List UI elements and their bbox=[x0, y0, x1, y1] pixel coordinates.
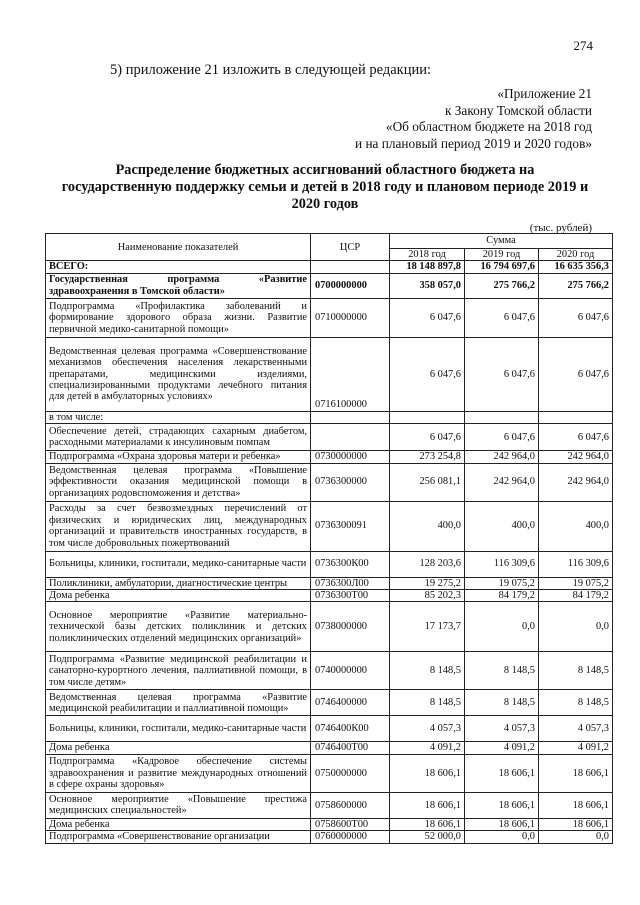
row-code: 0758600Т00 bbox=[311, 818, 390, 830]
row-2020: 0,0 bbox=[539, 831, 613, 843]
row-code: 0700000000 bbox=[311, 273, 390, 298]
row-name: Больницы, клиники, госпитали, медико-санитарные части bbox=[46, 716, 311, 742]
appendix-line: «Об областном бюджете на 2018 год bbox=[385, 119, 592, 134]
row-name: Подпрограмма «Совершенствование организации bbox=[46, 831, 311, 843]
row-name: Расходы за счет безвозмездных перечислений от физических и юридических лиц, международных организаций и правительств иностранных государств, в том числе добровольных пожертвований bbox=[46, 501, 311, 551]
row-2019: 8 148,5 bbox=[465, 690, 539, 716]
header-year-2018: 2018 год bbox=[390, 249, 465, 261]
row-2020: 6 047,6 bbox=[539, 424, 613, 451]
row-2019: 18 606,1 bbox=[465, 792, 539, 818]
header-sum: Сумма bbox=[390, 234, 613, 249]
header-code: ЦСР bbox=[311, 234, 390, 261]
table-row bbox=[46, 463, 613, 501]
row-2019: 6 047,6 bbox=[465, 337, 539, 411]
row-2019 bbox=[465, 411, 539, 423]
table-row bbox=[46, 818, 613, 830]
row-2020: 8 148,5 bbox=[539, 690, 613, 716]
row-2020: 18 606,1 bbox=[539, 754, 613, 792]
row-code: 0736300000 bbox=[311, 463, 390, 501]
table-row bbox=[46, 451, 613, 463]
row-2018: 6 047,6 bbox=[390, 424, 465, 451]
appendix-line: «Приложение 21 bbox=[497, 86, 592, 101]
row-2020: 4 057,3 bbox=[539, 716, 613, 742]
row-name: Больницы, клиники, госпитали, медико-санитарные части bbox=[46, 551, 311, 577]
intro-text: 5) приложение 21 изложить в следующей редакции: bbox=[110, 62, 432, 78]
row-2018: 273 254,8 bbox=[390, 451, 465, 463]
row-name: ВСЕГО: bbox=[46, 261, 311, 273]
row-name: Подпрограмма «Кадровое обеспечение системы здравоохранения и развитие международных отношений в сфере охраны здоровья» bbox=[46, 754, 311, 792]
table-row bbox=[46, 273, 613, 298]
row-2019: 4 091,2 bbox=[465, 742, 539, 754]
row-name: Основное мероприятие «Развитие материально-технической базы детских поликлиник и детских поликлинических отделений медицинских организаций» bbox=[46, 602, 311, 652]
table-row bbox=[46, 337, 613, 411]
row-2019: 275 766,2 bbox=[465, 273, 539, 298]
table-row bbox=[46, 501, 613, 551]
row-2019: 400,0 bbox=[465, 501, 539, 551]
row-2018: 400,0 bbox=[390, 501, 465, 551]
row-2018: 18 606,1 bbox=[390, 754, 465, 792]
row-2020: 8 148,5 bbox=[539, 652, 613, 690]
row-name: Дома ребенка bbox=[46, 742, 311, 754]
row-2018: 19 275,2 bbox=[390, 577, 465, 589]
row-code: 0746400000 bbox=[311, 690, 390, 716]
row-2018: 4 057,3 bbox=[390, 716, 465, 742]
row-name: Основное мероприятие «Повышение престижа медицинских специальностей» bbox=[46, 792, 311, 818]
row-code bbox=[311, 261, 390, 273]
row-2018: 85 202,3 bbox=[390, 590, 465, 602]
row-code: 0746400К00 bbox=[311, 716, 390, 742]
row-2020: 275 766,2 bbox=[539, 273, 613, 298]
row-2018: 6 047,6 bbox=[390, 337, 465, 411]
table-row bbox=[46, 754, 613, 792]
row-name: Дома ребенка bbox=[46, 590, 311, 602]
appendix-line: к Закону Томской области bbox=[444, 102, 592, 118]
table-row bbox=[46, 716, 613, 742]
row-code: 0736300Т00 bbox=[311, 590, 390, 602]
row-name: Обеспечение детей, страдающих сахарным диабетом, расходными материалами к инсулиновым помпам bbox=[46, 424, 311, 451]
row-2019: 19 075,2 bbox=[465, 577, 539, 589]
row-code: 0736300Л00 bbox=[311, 577, 390, 589]
table-row bbox=[46, 690, 613, 716]
table-row bbox=[46, 602, 613, 652]
table-row bbox=[46, 551, 613, 577]
row-2018: 17 173,7 bbox=[390, 602, 465, 652]
row-2018: 8 148,5 bbox=[390, 690, 465, 716]
row-name: Ведомственная целевая программа «Совершенствование механизмов обеспечения населения лекарственными препаратами, медицинскими изделиями, специализированными продуктами лечебного питания для детей в амбулаторных условиях» bbox=[46, 337, 311, 411]
row-2020: 16 635 356,3 bbox=[539, 261, 613, 273]
row-name: Дома ребенка bbox=[46, 818, 311, 830]
appendix-line: и на плановый период 2019 и 2020 годов» bbox=[355, 135, 592, 151]
table-row bbox=[46, 411, 613, 423]
row-2018: 128 203,6 bbox=[390, 551, 465, 577]
row-2019: 242 964,0 bbox=[465, 451, 539, 463]
row-name: Ведомственная целевая программа «Развитие медицинской реабилитации и паллиативной помощи» bbox=[46, 690, 311, 716]
header-name: Наименование показателей bbox=[46, 234, 311, 261]
row-2020: 116 309,6 bbox=[539, 551, 613, 577]
row-code: 0736300К00 bbox=[311, 551, 390, 577]
row-2020: 19 075,2 bbox=[539, 577, 613, 589]
row-2020: 242 964,0 bbox=[539, 451, 613, 463]
row-code bbox=[311, 411, 390, 423]
row-2020: 84 179,2 bbox=[539, 590, 613, 602]
table-row bbox=[46, 577, 613, 589]
row-code: 0760000000 bbox=[311, 831, 390, 843]
table-row bbox=[46, 831, 613, 843]
row-2019: 0,0 bbox=[465, 602, 539, 652]
row-name: в том числе: bbox=[46, 411, 311, 423]
page-number: 274 bbox=[573, 38, 593, 53]
table-row bbox=[46, 298, 613, 337]
row-code: 0716100000 bbox=[311, 337, 390, 411]
row-2018: 8 148,5 bbox=[390, 652, 465, 690]
row-2019: 6 047,6 bbox=[465, 298, 539, 337]
row-2019: 18 606,1 bbox=[465, 754, 539, 792]
budget-table bbox=[45, 233, 613, 844]
header-year-2020: 2020 год bbox=[539, 249, 613, 261]
row-2018: 18 606,1 bbox=[390, 792, 465, 818]
appendix-reference bbox=[232, 86, 592, 152]
row-2019: 4 057,3 bbox=[465, 716, 539, 742]
table-row bbox=[46, 261, 613, 273]
row-code: 0710000000 bbox=[311, 298, 390, 337]
table-row bbox=[46, 652, 613, 690]
row-2019: 0,0 bbox=[465, 831, 539, 843]
row-code: 0740000000 bbox=[311, 652, 390, 690]
row-2020: 0,0 bbox=[539, 602, 613, 652]
units-label: (тыс. рублей) bbox=[529, 222, 592, 234]
row-code: 0736300091 bbox=[311, 501, 390, 551]
row-2018: 6 047,6 bbox=[390, 298, 465, 337]
row-2019: 84 179,2 bbox=[465, 590, 539, 602]
row-2018: 358 057,0 bbox=[390, 273, 465, 298]
header-year-2019: 2019 год bbox=[465, 249, 539, 261]
row-code: 0746400Т00 bbox=[311, 742, 390, 754]
row-2019: 6 047,6 bbox=[465, 424, 539, 451]
row-2020: 18 606,1 bbox=[539, 792, 613, 818]
row-2018: 18 148 897,8 bbox=[390, 261, 465, 273]
row-2018: 4 091,2 bbox=[390, 742, 465, 754]
row-2019: 242 964,0 bbox=[465, 463, 539, 501]
row-code: 0758600000 bbox=[311, 792, 390, 818]
row-2019: 18 606,1 bbox=[465, 818, 539, 830]
table-row bbox=[46, 742, 613, 754]
row-code: 0730000000 bbox=[311, 451, 390, 463]
table-row bbox=[46, 590, 613, 602]
row-2020: 6 047,6 bbox=[539, 337, 613, 411]
row-2018: 52 000,0 bbox=[390, 831, 465, 843]
row-2019: 16 794 697,6 bbox=[465, 261, 539, 273]
row-2020: 242 964,0 bbox=[539, 463, 613, 501]
row-2020: 400,0 bbox=[539, 501, 613, 551]
row-code bbox=[311, 424, 390, 451]
table-row bbox=[46, 424, 613, 451]
row-name: Государственная программа «Развитие здравоохранения в Томской области» bbox=[46, 273, 311, 298]
row-name: Подпрограмма «Развитие медицинской реабилитации и санаторно-курортного лечения, паллиативной помощи, в том числе детям» bbox=[46, 652, 311, 690]
document-title: Распределение бюджетных ассигнований областного бюджета на государственную поддержку семьи и детей в 2018 году и плановом периоде 2019 и 2020 годов bbox=[61, 162, 589, 212]
row-name: Подпрограмма «Охрана здоровья матери и ребенка» bbox=[46, 451, 311, 463]
row-2018: 18 606,1 bbox=[390, 818, 465, 830]
row-name: Ведомственная целевая программа «Повышение эффективности оказания медицинской помощи в организациях родовспоможения и детства» bbox=[46, 463, 311, 501]
row-2018 bbox=[390, 411, 465, 423]
table-row bbox=[46, 792, 613, 818]
row-2020 bbox=[539, 411, 613, 423]
row-2019: 8 148,5 bbox=[465, 652, 539, 690]
row-name: Подпрограмма «Профилактика заболеваний и формирование здорового образа жизни. Развитие первичной медико-санитарной помощи» bbox=[46, 298, 311, 337]
row-2020: 18 606,1 bbox=[539, 818, 613, 830]
row-2018: 256 081,1 bbox=[390, 463, 465, 501]
row-2019: 116 309,6 bbox=[465, 551, 539, 577]
row-name: Поликлиники, амбулатории, диагностические центры bbox=[46, 577, 311, 589]
row-code: 0750000000 bbox=[311, 754, 390, 792]
row-2020: 6 047,6 bbox=[539, 298, 613, 337]
row-code: 0738000000 bbox=[311, 602, 390, 652]
row-2020: 4 091,2 bbox=[539, 742, 613, 754]
